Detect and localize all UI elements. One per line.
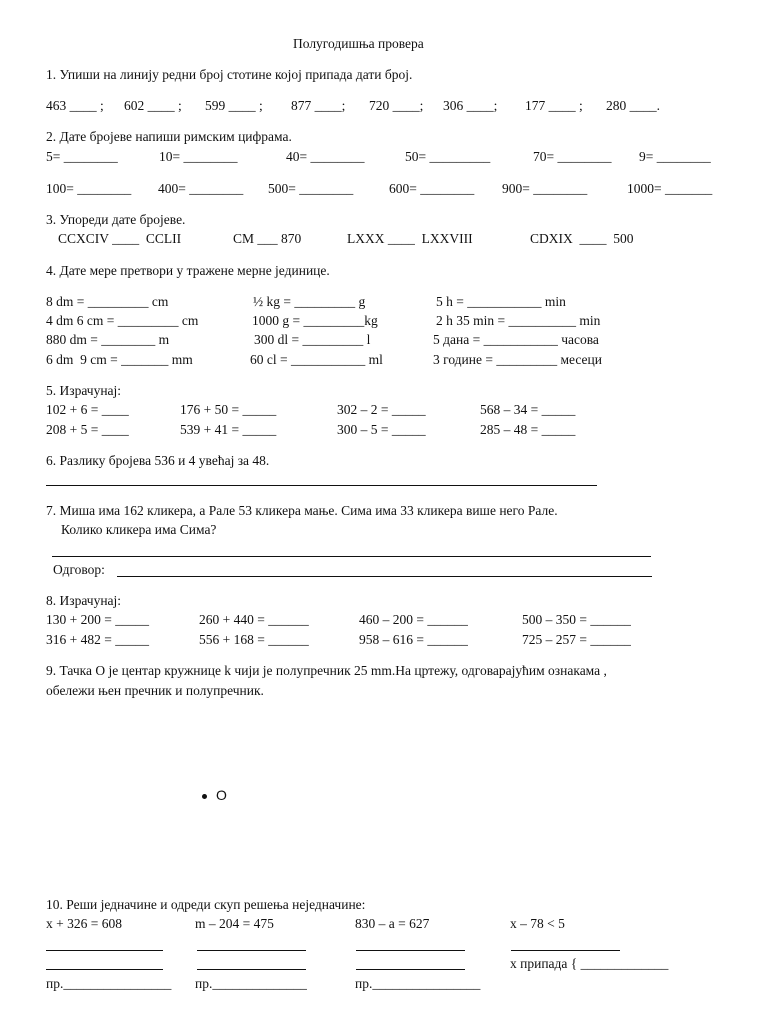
q1-item: 599 ____ ; bbox=[205, 98, 263, 113]
q5-item: 539 + 41 = _____ bbox=[180, 422, 277, 437]
q4-item: ½ kg = _________ g bbox=[253, 294, 366, 309]
q1-item: 877 ____; bbox=[291, 98, 346, 113]
q10-text: 10. Реши једначине и одреди скуп решења неједначине: bbox=[46, 897, 366, 912]
q3-text: 3. Упореди дате бројеве. bbox=[46, 212, 186, 227]
q5-item: 176 + 50 = _____ bbox=[180, 402, 277, 417]
q10-answer-line[interactable] bbox=[356, 950, 465, 951]
q5-item: 285 – 48 = _____ bbox=[480, 422, 576, 437]
q10-set-answer: x припада { _____________ bbox=[510, 956, 669, 971]
q7-question: Колико кликера има Сима? bbox=[61, 522, 217, 537]
q8-item: 725 – 257 = ______ bbox=[522, 632, 631, 647]
q5-item: 102 + 6 = ____ bbox=[46, 402, 129, 417]
q5-item: 300 – 5 = _____ bbox=[337, 422, 426, 437]
q5-item: 302 – 2 = _____ bbox=[337, 402, 426, 417]
q3-item: CCXCIV ____ CCLII bbox=[58, 231, 182, 246]
q8-item: 500 – 350 = ______ bbox=[522, 612, 631, 627]
q10-answer-line[interactable] bbox=[197, 950, 306, 951]
q4-text: 4. Дате мере претвори у тражене мерне јединице. bbox=[46, 263, 330, 278]
q2-text: 2. Дате бројеве напиши римским цифрама. bbox=[46, 129, 292, 144]
q9-text: 9. Тачка О је центар кружнице k чији је полупречник 25 mm.На цртежу, одговарајућим ознакама , bbox=[46, 663, 607, 678]
q4-item: 5 h = ___________ min bbox=[436, 294, 566, 309]
q5-item: 208 + 5 = ____ bbox=[46, 422, 129, 437]
q4-item: 3 године = _________ месеци bbox=[433, 352, 602, 367]
q1-item: 280 ____. bbox=[606, 98, 660, 113]
q1-item: 463 ____ ; bbox=[46, 98, 104, 113]
q10-check: пр.________________ bbox=[46, 976, 172, 991]
q3-item: CM ___ 870 bbox=[233, 231, 302, 246]
q1-item: 720 ____; bbox=[369, 98, 424, 113]
q2-item: 500= ________ bbox=[268, 181, 354, 196]
q10-equation: m – 204 = 475 bbox=[195, 916, 274, 931]
q5-item: 568 – 34 = _____ bbox=[480, 402, 576, 417]
page-title: Полугодишња провера bbox=[293, 36, 424, 51]
q1-item: 602 ____ ; bbox=[124, 98, 182, 113]
q1-text: 1. Упиши на линију редни број стотине којој припада дати број. bbox=[46, 67, 413, 82]
q7-work-line[interactable] bbox=[52, 556, 651, 557]
q8-item: 260 + 440 = ______ bbox=[199, 612, 309, 627]
q4-item: 1000 g = _________kg bbox=[252, 313, 378, 328]
q10-equation: 830 – a = 627 bbox=[355, 916, 430, 931]
q2-item: 600= ________ bbox=[389, 181, 475, 196]
q8-item: 460 – 200 = ______ bbox=[359, 612, 468, 627]
q8-item: 316 + 482 = _____ bbox=[46, 632, 149, 647]
q7-answer-line[interactable] bbox=[117, 576, 652, 577]
q8-item: 958 – 616 = ______ bbox=[359, 632, 468, 647]
q4-item: 880 dm = ________ m bbox=[46, 332, 170, 347]
q1-item: 306 ____; bbox=[443, 98, 498, 113]
q10-answer-line[interactable] bbox=[511, 950, 620, 951]
q10-answer-line[interactable] bbox=[46, 969, 163, 970]
q2-item: 50= _________ bbox=[405, 149, 491, 164]
q10-answer-line[interactable] bbox=[46, 950, 163, 951]
q7-text: 7. Миша има 162 кликера, а Рале 53 кликера мање. Сима има 33 кликера више него Рале. bbox=[46, 503, 558, 518]
q4-item: 6 dm 9 cm = _______ mm bbox=[46, 352, 193, 367]
q2-item: 40= ________ bbox=[286, 149, 365, 164]
q2-item: 10= ________ bbox=[159, 149, 238, 164]
q4-item: 5 дана = ___________ часова bbox=[433, 332, 599, 347]
q4-item: 2 h 35 min = __________ min bbox=[436, 313, 601, 328]
q2-item: 1000= _______ bbox=[627, 181, 713, 196]
q2-item: 9= ________ bbox=[639, 149, 711, 164]
q5-text: 5. Израчунај: bbox=[46, 383, 122, 398]
q2-item: 900= ________ bbox=[502, 181, 588, 196]
q10-equation: x – 78 < 5 bbox=[510, 916, 565, 931]
q2-item: 5= ________ bbox=[46, 149, 118, 164]
q2-item: 100= ________ bbox=[46, 181, 132, 196]
q8-item: 556 + 168 = ______ bbox=[199, 632, 309, 647]
q2-item: 70= ________ bbox=[533, 149, 612, 164]
q4-item: 300 dl = _________ l bbox=[254, 332, 371, 347]
q7-answer-label: Одговор: bbox=[53, 562, 105, 577]
q10-equation: x + 326 = 608 bbox=[46, 916, 122, 931]
q9-text-cont: обележи њен пречник и полупречник. bbox=[46, 683, 264, 698]
q10-answer-line[interactable] bbox=[356, 969, 465, 970]
q8-item: 130 + 200 = _____ bbox=[46, 612, 149, 627]
q10-answer-line[interactable] bbox=[197, 969, 306, 970]
q3-item: CDXIX ____ 500 bbox=[530, 231, 634, 246]
q6-text: 6. Разлику бројева 536 и 4 увећај за 48. bbox=[46, 453, 270, 468]
q2-item: 400= ________ bbox=[158, 181, 244, 196]
q10-check: пр.______________ bbox=[195, 976, 307, 991]
q4-item: 4 dm 6 cm = _________ cm bbox=[46, 313, 199, 328]
q6-answer-line[interactable] bbox=[46, 485, 597, 486]
center-point-label: O bbox=[216, 787, 227, 803]
q1-item: 177 ____ ; bbox=[525, 98, 583, 113]
q3-item: LXXX ____ LXXVIII bbox=[347, 231, 473, 246]
center-point bbox=[202, 794, 207, 799]
q4-item: 8 dm = _________ cm bbox=[46, 294, 169, 309]
q10-check: пр.________________ bbox=[355, 976, 481, 991]
q8-text: 8. Израчунај: bbox=[46, 593, 122, 608]
q4-item: 60 cl = ___________ ml bbox=[250, 352, 383, 367]
